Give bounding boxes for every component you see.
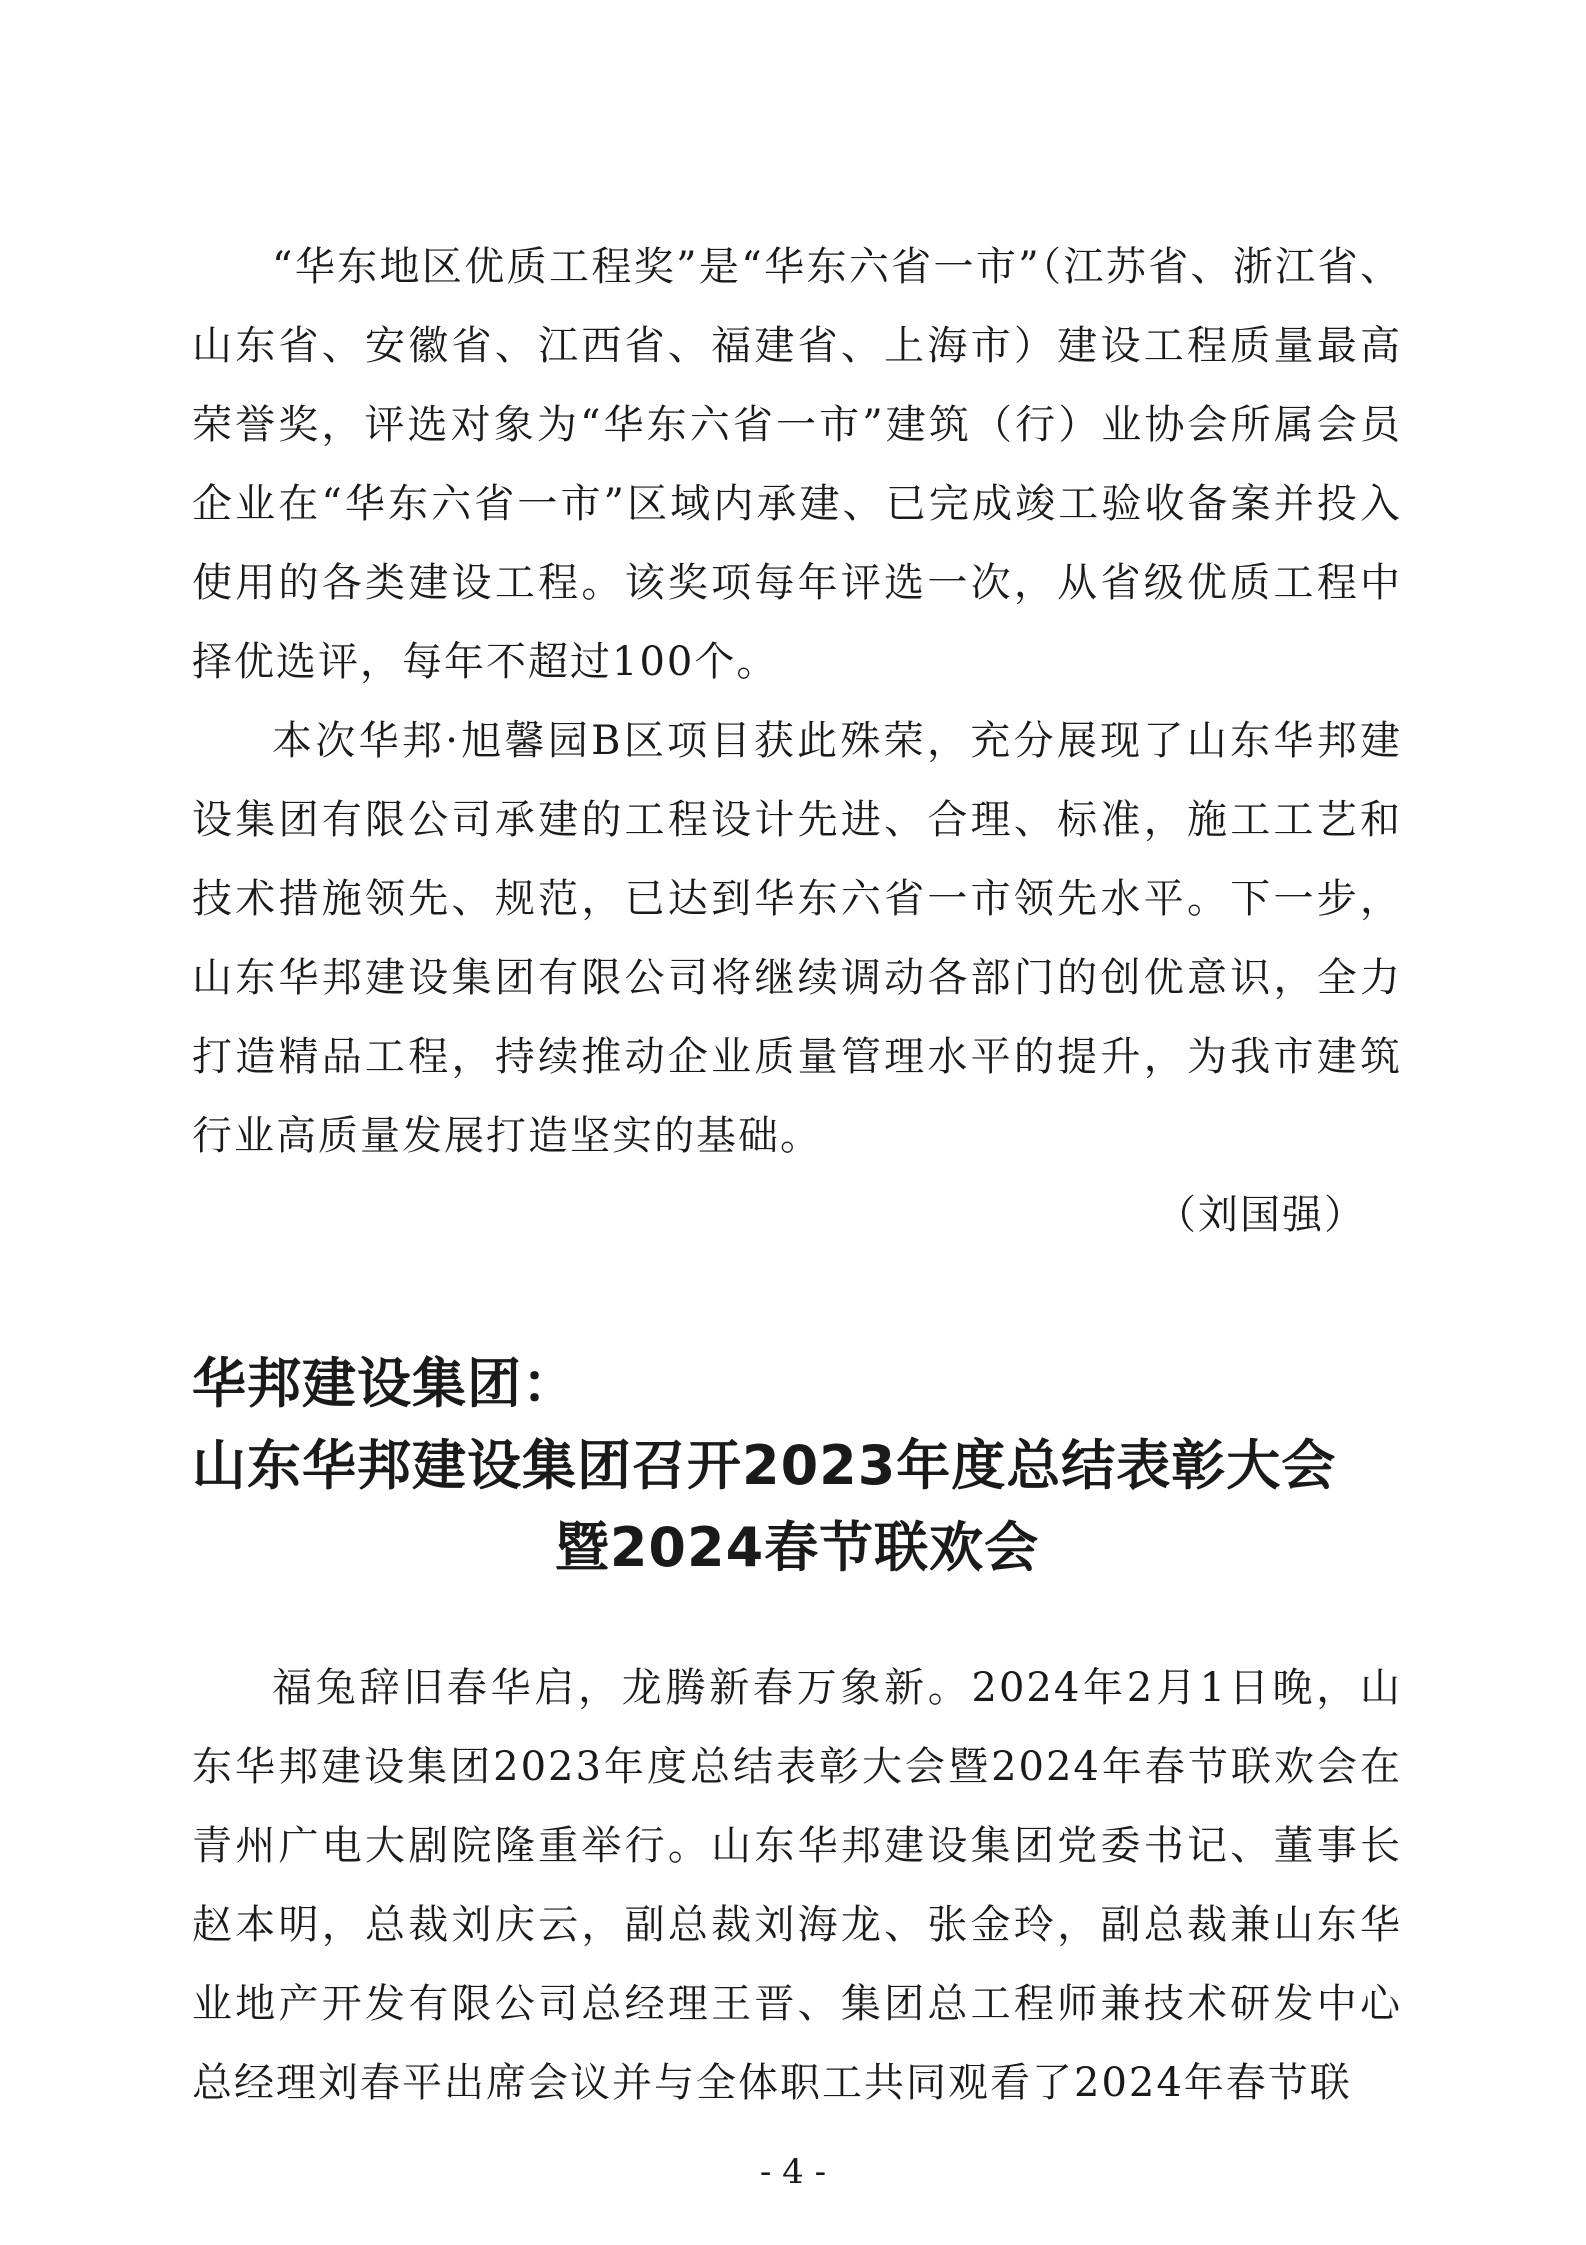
article-annual-meeting-section — [192, 1343, 1402, 2123]
meeting-intro-paragraph: 福兔辞旧春华启，龙腾新春万象新。2024年2月1日晚，山东华邦建设集团2023年度总结表彰大会暨2024年春节联欢会在青州广电大剧院隆重举行。山东华邦建设集团党委书记、董事长赵本明，总裁刘庆云，副总裁刘海龙、张金玲，副总裁兼山东华业地产开发有限公司总经理王晋、集团总工程师兼技术研发中心总经理刘春平出席会议并与全体职工共同观看了2024年春节联 — [192, 1665, 1402, 2106]
article-heading — [192, 1343, 1402, 1589]
document-page — [192, 228, 1402, 2123]
page-number: - 4 - — [759, 2152, 827, 2192]
award-intro-paragraph: “华东地区优质工程奖”是“华东六省一市”（江苏省、浙江省、山东省、安徽省、江西省、福建省、上海市）建设工程质量最高荣誉奖，评选对象为“华东六省一市”建筑（行）业协会所属会员企业在“华东六省一市”区域内承建、已完成竣工验收备案并投入使用的各类建设工程。该奖项每年评选一次，从省级优质工程中择优选评，每年不超过100个。 — [192, 244, 1402, 685]
heading-line-3: 暨2024春节联欢会 — [554, 1516, 1040, 1579]
author-credit: （刘国强） — [1156, 1192, 1366, 1238]
article-body — [192, 1649, 1402, 2123]
heading-line-1: 华邦建设集团： — [192, 1352, 577, 1415]
article-award-section — [192, 228, 1402, 1255]
heading-line-2: 山东华邦建设集团召开2023年度总结表彰大会 — [192, 1434, 1337, 1497]
award-project-paragraph: 本次华邦·旭馨园B区项目获此殊荣，充分展现了山东华邦建设集团有限公司承建的工程设计先进、合理、标准，施工工艺和技术措施领先、规范，已达到华东六省一市领先水平。下一步，山东华邦建设集团有限公司将继续调动各部门的创优意识，全力打造精品工程，持续推动企业质量管理水平的提升，为我市建筑行业高质量发展打造坚实的基础。 — [192, 718, 1402, 1159]
